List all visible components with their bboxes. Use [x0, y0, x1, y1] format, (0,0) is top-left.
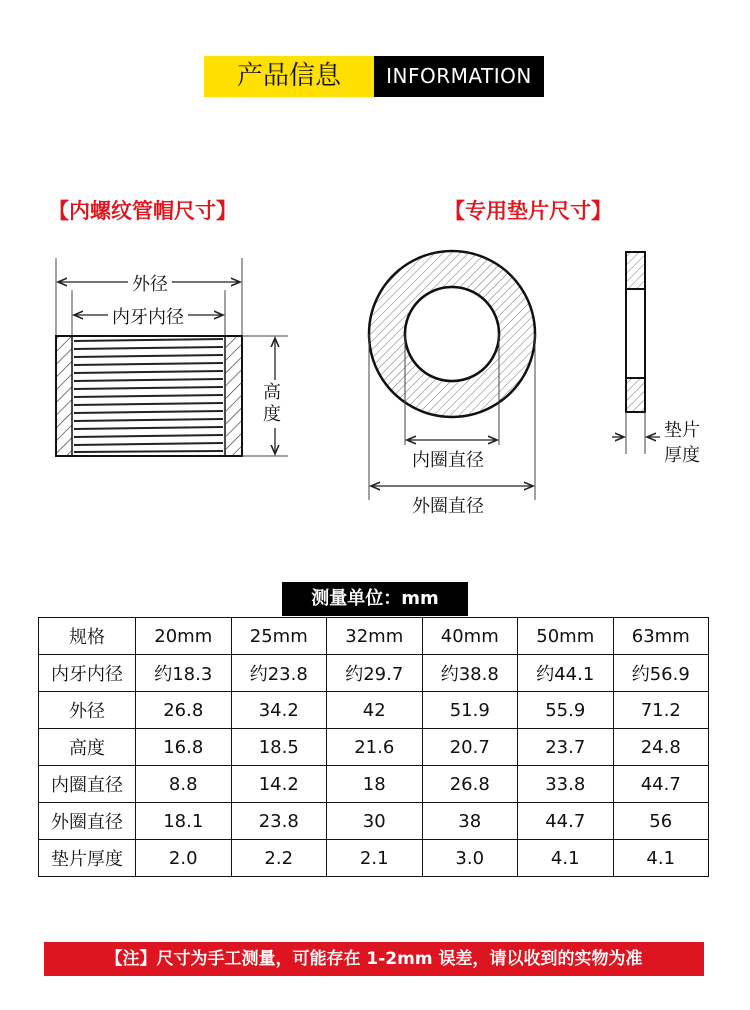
- height-label: 高度: [261, 380, 285, 428]
- table-row: [39, 692, 709, 729]
- table-cell: 2.2: [231, 840, 327, 877]
- table-row: [39, 655, 709, 692]
- table-cell: 71.2: [613, 692, 709, 729]
- outer-ring-label: 外圈直径: [408, 492, 488, 518]
- table-cell: 约38.8: [422, 655, 518, 692]
- thickness-label-1: 垫片: [664, 416, 700, 442]
- outer-diameter-label: 外径: [128, 270, 172, 296]
- table-cell: 4.1: [613, 840, 709, 877]
- table-header-row: [39, 618, 709, 655]
- table-cell: 33.8: [518, 766, 614, 803]
- table-cell: 2.1: [327, 840, 423, 877]
- row-label: 外圈直径: [39, 803, 136, 840]
- inner-ring-label: 内圈直径: [408, 446, 488, 472]
- table-cell: 21.6: [327, 729, 423, 766]
- table-cell: 38: [422, 803, 518, 840]
- table-cell: 18.1: [136, 803, 232, 840]
- table-row: [39, 729, 709, 766]
- table-cell: 63mm: [613, 618, 709, 655]
- row-label: 内圈直径: [39, 766, 136, 803]
- cap-section-title: 【内螺纹管帽尺寸】: [48, 199, 237, 223]
- cap-diagram: [56, 258, 288, 456]
- table-cell: 20.7: [422, 729, 518, 766]
- table-cell: 18.5: [231, 729, 327, 766]
- table-cell: 约18.3: [136, 655, 232, 692]
- spec-table: [38, 617, 709, 877]
- table-cell: 26.8: [422, 766, 518, 803]
- row-label: 垫片厚度: [39, 840, 136, 877]
- table-cell: 30: [327, 803, 423, 840]
- table-cell: 42: [327, 692, 423, 729]
- table-cell: 40mm: [422, 618, 518, 655]
- row-label: 外径: [39, 692, 136, 729]
- row-label: 内牙内径: [39, 655, 136, 692]
- table-cell: 23.7: [518, 729, 614, 766]
- table-cell: 16.8: [136, 729, 232, 766]
- table-cell: 24.8: [613, 729, 709, 766]
- table-cell: 32mm: [327, 618, 423, 655]
- table-cell: 25mm: [231, 618, 327, 655]
- table-cell: 约44.1: [518, 655, 614, 692]
- unit-label: 测量单位：mm: [282, 582, 468, 616]
- table-cell: 44.7: [613, 766, 709, 803]
- table-cell: 14.2: [231, 766, 327, 803]
- table-row: [39, 840, 709, 877]
- disclaimer-note: 【注】尺寸为手工测量，可能存在 1-2mm 误差，请以收到的实物为准: [44, 942, 704, 976]
- table-cell: 4.1: [518, 840, 614, 877]
- title-en: INFORMATION: [374, 56, 544, 97]
- table-cell: 34.2: [231, 692, 327, 729]
- table-cell: 23.8: [231, 803, 327, 840]
- table-row: [39, 803, 709, 840]
- table-cell: 26.8: [136, 692, 232, 729]
- table-cell: 55.9: [518, 692, 614, 729]
- table-cell: 18: [327, 766, 423, 803]
- table-cell: 51.9: [422, 692, 518, 729]
- thickness-label-2: 厚度: [664, 441, 700, 467]
- title-cn: 产品信息: [204, 56, 374, 97]
- row-label: 高度: [39, 729, 136, 766]
- row-label: 规格: [39, 618, 136, 655]
- table-cell: 50mm: [518, 618, 614, 655]
- inner-thread-label: 内牙内径: [108, 303, 188, 329]
- table-cell: 56: [613, 803, 709, 840]
- table-cell: 3.0: [422, 840, 518, 877]
- table-cell: 约23.8: [231, 655, 327, 692]
- washer-section-title: 【专用垫片尺寸】: [444, 199, 612, 223]
- table-cell: 约29.7: [327, 655, 423, 692]
- table-row: [39, 766, 709, 803]
- table-cell: 8.8: [136, 766, 232, 803]
- table-cell: 约56.9: [613, 655, 709, 692]
- table-cell: 2.0: [136, 840, 232, 877]
- table-cell: 20mm: [136, 618, 232, 655]
- table-cell: 44.7: [518, 803, 614, 840]
